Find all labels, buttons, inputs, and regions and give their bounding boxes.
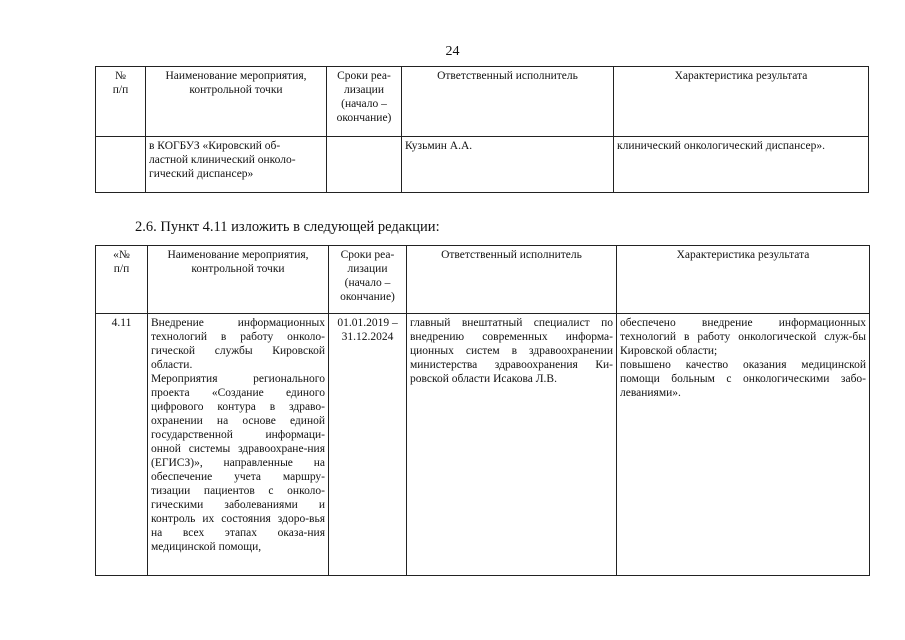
- cell-dates: [329, 314, 407, 576]
- cell-result-text: обеспечено внедрение информационных технологий в работу онкологической служ-бы Кировской области; повышено качество оказания медицинской помощи больным с онкологическими забо-леваниями».: [620, 317, 866, 399]
- header-result-text: Характеристика результата: [674, 70, 808, 82]
- header-dates: [329, 246, 407, 314]
- header-executor-text: Ответственный исполнитель: [441, 249, 582, 261]
- cell-name-text: в КОГБУЗ «Кировский об- ластной клинический онколо- гический диспансер»: [149, 140, 296, 180]
- cell-executor: главный внештатный специалист по внедрению современных информа-ционных систем в здравоохранении министерства здравоохранения Ки-ровской области Исакова Л.В.: [407, 314, 617, 576]
- page-number: 24: [445, 44, 460, 59]
- cell-name-text: Внедрение информационных технологий в работу онколо-гической службы Кировской области. Мероприятия регионального проекта «Создание единого цифрового контура в здраво-охранении на основе единой государственной информаци-онной системы здравоохране-ния (ЕГИСЗ)», направленные на обеспечение учета маршру-тизации пациентов с онколо-гическими заболеваниями и контроль их состояния здоро-вья на всех этапах оказа-ния медицинской помощи,: [151, 317, 325, 553]
- continuation-table: [95, 66, 869, 193]
- header-num-text: № п/п: [112, 70, 129, 96]
- section-heading: 2.6. Пункт 4.11 изложить в следующей редакции:: [135, 219, 440, 235]
- table-row: [96, 314, 870, 576]
- header-name-text: Наименование мероприятия, контрольной точки: [167, 249, 309, 275]
- header-name-text: Наименование мероприятия, контрольной точки: [165, 70, 307, 96]
- header-num: [96, 246, 148, 314]
- header-dates: [327, 67, 402, 137]
- table-row: [96, 137, 869, 193]
- header-num-text: «№ п/п: [113, 249, 130, 275]
- cell-dates-text: 01.01.2019 – 31.12.2024: [337, 317, 398, 343]
- header-name: [146, 67, 327, 137]
- header-result-text: Характеристика результата: [676, 249, 810, 261]
- header-result: [617, 246, 870, 314]
- cell-name: [146, 137, 327, 193]
- amendment-table: [95, 245, 870, 576]
- header-name: [148, 246, 329, 314]
- header-executor-text: Ответственный исполнитель: [437, 70, 578, 82]
- cell-dates: [327, 137, 402, 193]
- cell-num: 4.11: [96, 314, 148, 576]
- header-num: [96, 67, 146, 137]
- header-dates-text: Сроки реа- лизации (начало – окончание): [336, 70, 392, 124]
- header-executor: [402, 67, 614, 137]
- cell-num: [96, 137, 146, 193]
- cell-result: [617, 314, 870, 576]
- cell-executor: Кузьмин А.А.: [402, 137, 614, 193]
- cell-result: клинический онкологический диспансер».: [614, 137, 869, 193]
- header-result: [614, 67, 869, 137]
- header-executor: [407, 246, 617, 314]
- header-dates-text: Сроки реа- лизации (начало – окончание): [340, 249, 395, 303]
- cell-name: [148, 314, 329, 576]
